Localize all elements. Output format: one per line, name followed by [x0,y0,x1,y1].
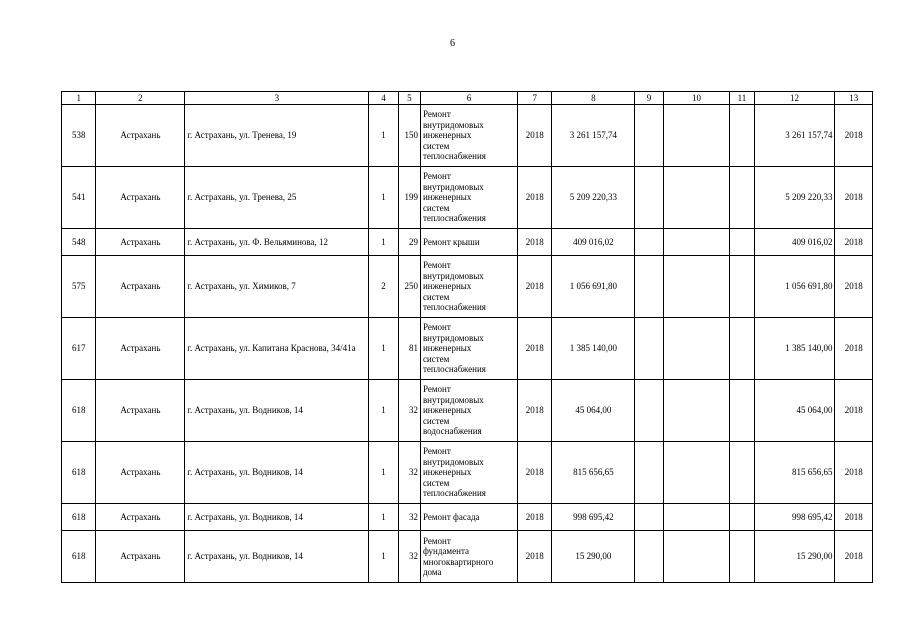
work-type-cell [420,504,517,531]
col-4-value-cell: 1 [369,504,398,531]
col-4-value-cell: 1 [369,318,398,380]
cost-total-cell: 3 261 157,74 [552,105,635,167]
table-row [62,442,873,504]
column-header: 3 [185,92,369,105]
col-10-value-cell [663,504,730,531]
work-type-line: Ремонт [422,109,451,120]
cost-col-12-cell: 998 695,42 [754,504,835,531]
work-type-cell [420,531,517,583]
address-cell: г. Астрахань, ул. Водников, 14 [185,531,369,583]
address-cell: г. Астрахань, ул. Тренева, 19 [185,105,369,167]
work-type-line: теплоснабжения [422,302,486,313]
address-cell: г. Астрахань, ул. Водников, 14 [185,504,369,531]
work-type-line: теплоснабжения [422,364,486,375]
cost-col-12-cell: 5 209 220,33 [754,167,835,229]
cost-col-12-cell: 409 016,02 [754,229,835,256]
col-11-value-cell [730,105,754,167]
city-cell: Астрахань [96,442,185,504]
row-number-cell: 575 [62,256,96,318]
work-type-line: внутридомовых [422,119,484,130]
city-cell: Астрахань [96,318,185,380]
city-cell: Астрахань [96,504,185,531]
year-col-13-cell: 2018 [835,380,873,442]
work-type-line: Ремонт [422,260,451,271]
year-cell: 2018 [518,256,552,318]
work-type-line: внутридомовых [422,270,484,281]
col-5-value-cell: 199 [398,167,420,229]
work-type-line: теплоснабжения [422,151,486,162]
work-type-line: систем [422,477,450,488]
row-number-cell: 618 [62,504,96,531]
year-cell: 2018 [518,105,552,167]
city-cell: Астрахань [96,256,185,318]
cost-total-cell: 5 209 220,33 [552,167,635,229]
city-cell: Астрахань [96,167,185,229]
row-number-cell: 541 [62,167,96,229]
year-cell: 2018 [518,318,552,380]
year-col-13-cell: 2018 [835,256,873,318]
cost-col-12-cell: 3 261 157,74 [754,105,835,167]
work-type-line: дома [422,567,442,577]
col-5-value-cell: 29 [398,229,420,256]
year-col-13-cell: 2018 [835,167,873,229]
work-type-line: теплоснабжения [422,213,486,224]
column-header: 4 [369,92,398,105]
work-type-line: инженерных [422,130,472,141]
col-11-value-cell [730,256,754,318]
col-10-value-cell [663,256,730,318]
year-col-13-cell: 2018 [835,531,873,583]
work-type-line: внутридомовых [422,181,484,192]
cost-total-cell: 998 695,42 [552,504,635,531]
year-col-13-cell: 2018 [835,504,873,531]
col-4-value-cell: 1 [369,380,398,442]
table-row [62,105,873,167]
work-type-line: Ремонт [422,446,451,457]
city-cell: Астрахань [96,531,185,583]
year-cell: 2018 [518,167,552,229]
cost-col-12-cell: 1 385 140,00 [754,318,835,380]
col-10-value-cell [663,442,730,504]
row-number-cell: 538 [62,105,96,167]
col-11-value-cell [730,531,754,583]
col-9-value-cell [635,504,663,531]
cost-col-12-cell: 815 656,65 [754,442,835,504]
column-header: 12 [754,92,835,105]
col-10-value-cell [663,318,730,380]
col-10-value-cell [663,167,730,229]
table-row [62,256,873,318]
page-number: 6 [450,38,455,49]
year-cell: 2018 [518,380,552,442]
col-10-value-cell [663,105,730,167]
work-type-line: Ремонт [422,171,451,182]
work-type-line: инженерных [422,192,472,203]
row-number-cell: 617 [62,318,96,380]
city-cell: Астрахань [96,229,185,256]
column-header: 13 [835,92,873,105]
row-number-cell: 618 [62,380,96,442]
address-cell: г. Астрахань, ул. Тренева, 25 [185,167,369,229]
address-cell: г. Астрахань, ул. Химиков, 7 [185,256,369,318]
work-type-cell [420,229,517,256]
cost-total-cell: 1 385 140,00 [552,318,635,380]
capital-repair-table [61,91,873,583]
column-header: 8 [552,92,635,105]
address-cell: г. Астрахань, ул. Водников, 14 [185,380,369,442]
row-number-cell: 548 [62,229,96,256]
column-header: 6 [420,92,517,105]
work-type-cell [420,318,517,380]
col-9-value-cell [635,167,663,229]
col-4-value-cell: 1 [369,167,398,229]
year-col-13-cell: 2018 [835,442,873,504]
work-type-line: Ремонт крыши [422,236,480,247]
work-type-line: инженерных [422,405,472,416]
col-11-value-cell [730,504,754,531]
table-row [62,229,873,256]
col-11-value-cell [730,380,754,442]
address-cell: г. Астрахань, ул. Ф. Вельяминова, 12 [185,229,369,256]
cost-total-cell: 1 056 691,80 [552,256,635,318]
col-9-value-cell [635,105,663,167]
col-4-value-cell: 1 [369,442,398,504]
work-type-line: систем [422,415,450,426]
work-type-cell [420,167,517,229]
col-4-value-cell: 1 [369,229,398,256]
work-type-line: внутридомовых [422,456,484,467]
cost-total-cell: 45 064,00 [552,380,635,442]
col-9-value-cell [635,531,663,583]
address-cell: г. Астрахань, ул. Водников, 14 [185,442,369,504]
work-type-line: Ремонт фасада [422,511,480,522]
work-type-line: систем [422,140,450,151]
column-header: 5 [398,92,420,105]
col-9-value-cell [635,256,663,318]
work-type-line: систем [422,202,450,213]
work-type-line: Ремонт [422,322,451,333]
column-header: 10 [663,92,730,105]
col-9-value-cell [635,380,663,442]
col-5-value-cell: 81 [398,318,420,380]
col-5-value-cell: 150 [398,105,420,167]
column-header: 2 [96,92,185,105]
year-cell: 2018 [518,229,552,256]
cost-total-cell: 815 656,65 [552,442,635,504]
year-cell: 2018 [518,442,552,504]
work-type-line: внутридомовых [422,332,484,343]
work-type-line: водоснабжения [422,426,482,437]
col-9-value-cell [635,229,663,256]
col-9-value-cell [635,442,663,504]
col-5-value-cell: 250 [398,256,420,318]
col-5-value-cell: 32 [398,442,420,504]
row-number-cell: 618 [62,531,96,583]
col-4-value-cell: 2 [369,256,398,318]
city-cell: Астрахань [96,105,185,167]
work-type-line: инженерных [422,343,472,354]
col-5-value-cell: 32 [398,380,420,442]
header-row [62,92,873,105]
work-type-line: фундамента [422,546,469,556]
work-type-line: Ремонт [422,384,451,395]
col-4-value-cell: 1 [369,531,398,583]
cost-col-12-cell: 15 290,00 [754,531,835,583]
col-11-value-cell [730,167,754,229]
table-row [62,318,873,380]
work-type-line: инженерных [422,467,472,478]
cost-total-cell: 15 290,00 [552,531,635,583]
year-col-13-cell: 2018 [835,105,873,167]
col-11-value-cell [730,442,754,504]
work-type-line: систем [422,353,450,364]
cost-col-12-cell: 45 064,00 [754,380,835,442]
col-4-value-cell: 1 [369,105,398,167]
year-cell: 2018 [518,504,552,531]
col-11-value-cell [730,318,754,380]
table-row [62,167,873,229]
table-row [62,380,873,442]
work-type-line: многоквартирного [422,556,494,567]
work-type-cell [420,380,517,442]
column-header: 1 [62,92,96,105]
table-row [62,504,873,531]
table-row [62,531,873,583]
work-type-line: систем [422,291,450,302]
col-9-value-cell [635,318,663,380]
column-header: 11 [730,92,754,105]
column-header: 9 [635,92,663,105]
col-5-value-cell: 32 [398,531,420,583]
work-type-cell [420,105,517,167]
col-10-value-cell [663,531,730,583]
col-10-value-cell [663,229,730,256]
work-type-cell [420,442,517,504]
address-cell: г. Астрахань, ул. Капитана Краснова, 34/41а [185,318,369,380]
col-5-value-cell: 32 [398,504,420,531]
table-body [62,105,873,583]
work-type-line: теплоснабжения [422,488,486,499]
row-number-cell: 618 [62,442,96,504]
column-header: 7 [518,92,552,105]
year-col-13-cell: 2018 [835,318,873,380]
cost-total-cell: 409 016,02 [552,229,635,256]
work-type-cell [420,256,517,318]
cost-col-12-cell: 1 056 691,80 [754,256,835,318]
col-11-value-cell [730,229,754,256]
work-type-line: Ремонт [422,535,451,546]
year-cell: 2018 [518,531,552,583]
col-10-value-cell [663,380,730,442]
work-type-line: внутридомовых [422,394,484,405]
city-cell: Астрахань [96,380,185,442]
year-col-13-cell: 2018 [835,229,873,256]
work-type-line: инженерных [422,281,472,292]
